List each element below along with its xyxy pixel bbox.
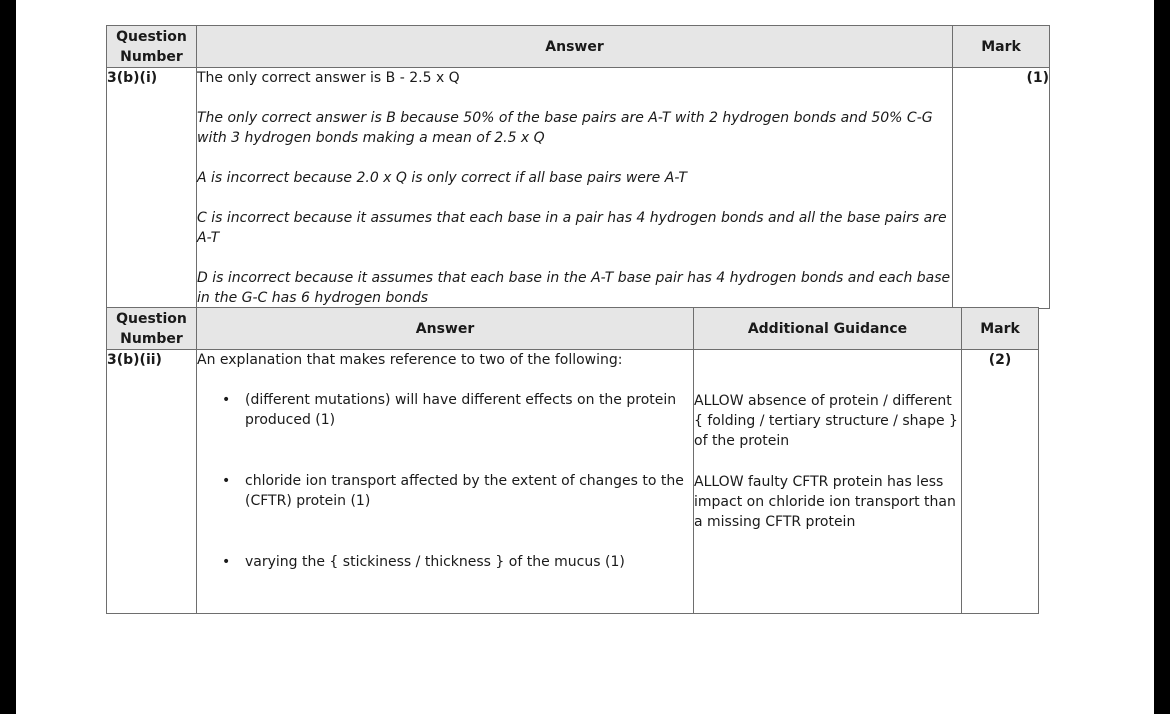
explanation-a: A is incorrect because 2.0 x Q is only correct if all base pairs were A-T: [197, 170, 687, 186]
mark-value: (1): [953, 68, 1050, 309]
list-item: • varying the { stickiness / thickness } of the mucus (1): [222, 554, 625, 570]
guidance-point: ALLOW faulty CFTR protein has less impact on chloride ion transport than a missing CFTR protein: [694, 474, 956, 530]
explanation-d: D is incorrect because it assumes that each base in the A-T base pair has 4 hydrogen bonds and each base in the G-C has 6 hydrogen bonds: [197, 270, 951, 306]
question-number: 3(b)(ii): [107, 350, 197, 614]
guidance-point: ALLOW absence of protein / different { folding / tertiary structure / shape } of the protein: [694, 393, 958, 449]
guidance-cell: [694, 350, 962, 614]
bullet-icon: •: [222, 473, 231, 489]
answer-header: Answer: [197, 308, 694, 350]
list-item: • (different mutations) will have different effects on the protein produced (1): [222, 392, 677, 428]
mark-scheme-page: [16, 0, 1154, 714]
mark-scheme-table-3bi: [106, 25, 1050, 309]
answer-cell: [197, 68, 953, 309]
explanation-c: C is incorrect because it assumes that each base in a pair has 4 hydrogen bonds and all the base pairs are A-T: [197, 210, 947, 246]
list-item: • chloride ion transport affected by the extent of changes to the (CFTR) protein (1): [222, 473, 684, 509]
mark-header: Mark: [962, 308, 1039, 350]
answer-cell: [197, 350, 694, 614]
mark-value: (2): [962, 350, 1039, 614]
question-number: 3(b)(i): [107, 68, 197, 309]
bullet-icon: •: [222, 392, 231, 408]
mark-header: Mark: [953, 26, 1050, 68]
answer-intro: An explanation that makes reference to two of the following:: [197, 352, 623, 368]
bullet-icon: •: [222, 554, 231, 570]
explanation-b: The only correct answer is B because 50% of the base pairs are A-T with 2 hydrogen bonds and 50% C-G with 3 hydrogen bonds making a mean of 2.5 x Q: [197, 110, 933, 146]
answer-points-list: [197, 390, 693, 572]
correct-answer-line: The only correct answer is B - 2.5 x Q: [197, 70, 460, 86]
question-number-header: Question Number: [107, 26, 197, 68]
guidance-header: Additional Guidance: [694, 308, 962, 350]
answer-header: Answer: [197, 26, 953, 68]
question-number-header: Question Number: [107, 308, 197, 350]
mark-scheme-table-3bii: [106, 307, 1039, 614]
